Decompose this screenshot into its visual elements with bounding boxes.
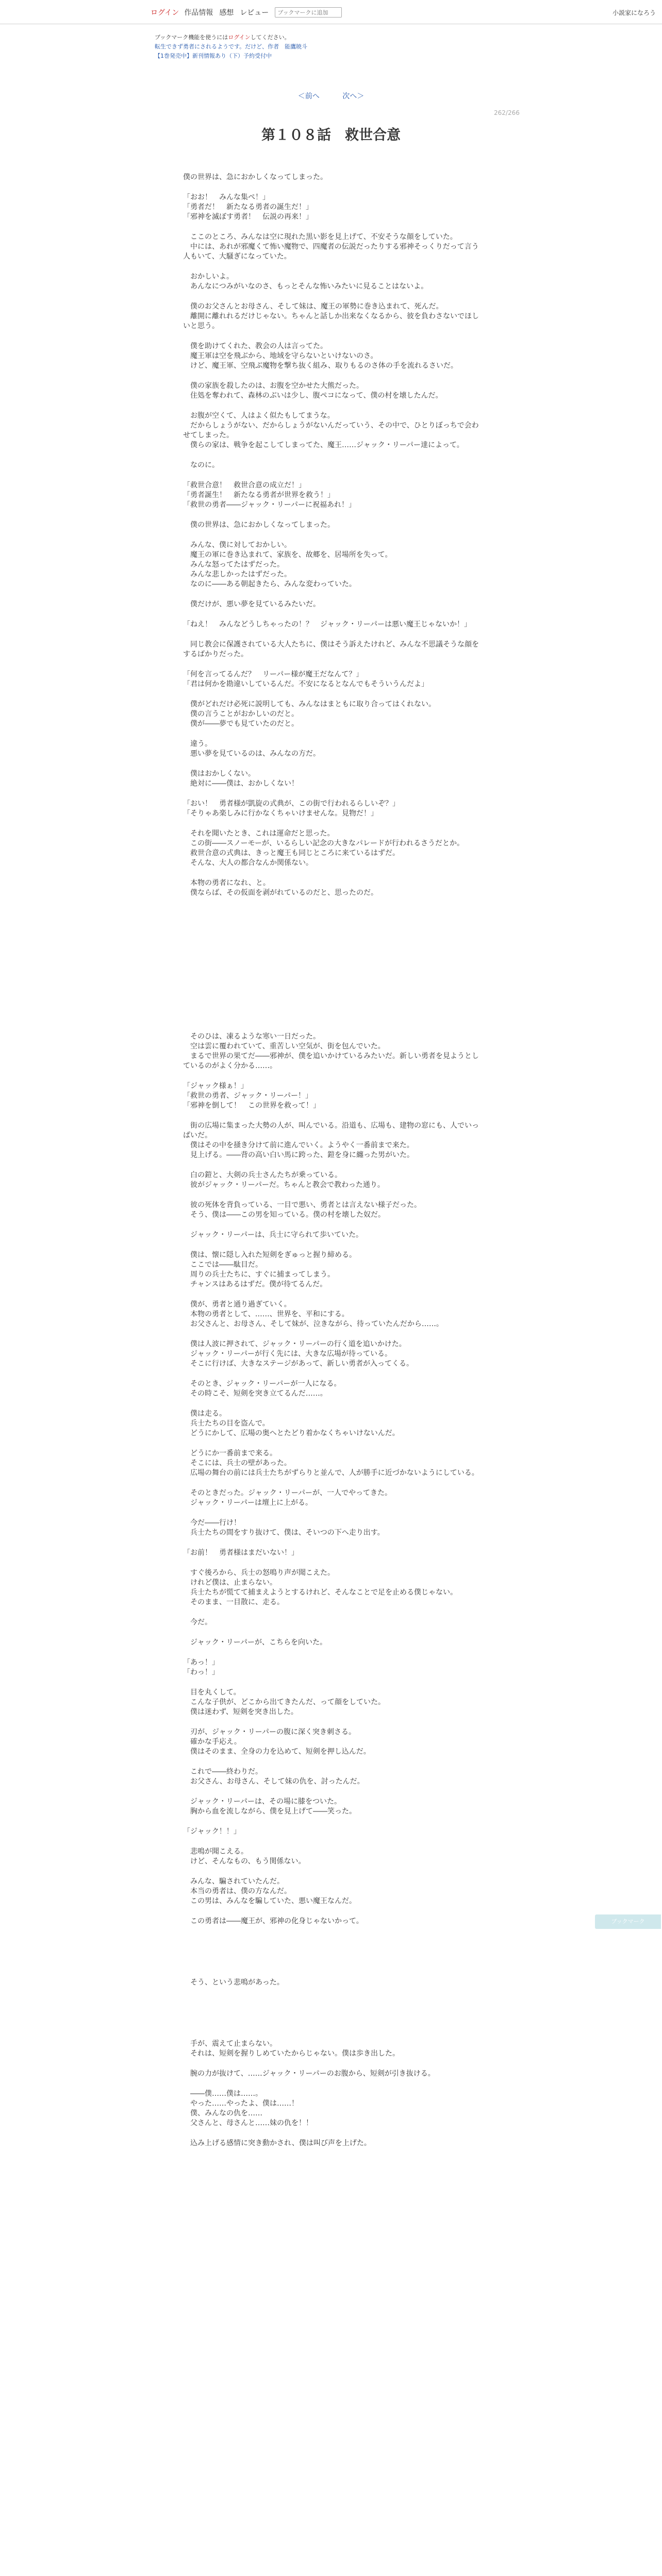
body-paragraph: お腹が空くて、人はよく似たもしてまうな。 だからしょうがない、だからしょうがないんだっていう、その中で、ひとりぼっちで会わせてしまった。 僕らの家は、戦争を起こしてしまってた、魔王……ジャック・リーパー達によって。 (183, 412, 479, 449)
bookmark-notice (155, 33, 307, 42)
body-paragraph: 込み上げる感情に突き動かされ、僕は叫び声を上げた。 (183, 2139, 371, 2147)
body-paragraph: そのひは、凍るような寒い一日だった。 空は雲に覆われていて、重苦しい空気が、街を包んでいた。 まるで世界の果てだ――邪神が、僕を追いかけているみたいだ。新しい勇者を見ようとしているのがよく分かる……。 (183, 1032, 479, 1070)
site-title[interactable]: 小説家になろう (612, 9, 656, 16)
body-paragraph: 「おお！ みんな集ぺ！」 「勇者だ！ 新たなる勇者の誕生だ！」 「邪神を滅ぼす勇者！ 伝説の再来！」 (183, 193, 313, 221)
body-paragraph: ジャック・リーパーは、兵士に守られて歩いていた。 (183, 1231, 363, 1239)
body-paragraph: 悲鳴が聞こえる。 けど、そんなもの、もう関係ない。 (190, 1848, 306, 1866)
body-paragraph: そのときだった。ジャック・リーパーが、一人でやってきた。 ジャック・リーパーは壇上に上がる。 (190, 1489, 392, 1507)
body-paragraph: これで――終わりだ。 お父さん、お母さん、そして妹の仇を、討ったんだ。 (190, 1768, 365, 1786)
episode-title: 第１０８話 救世合意 (261, 127, 401, 143)
body-paragraph: 「あっ！」 「わっ！」 (183, 1658, 219, 1676)
body-paragraph: 僕の家族を殺したのは、お腹を空かせた大熊だった。 住処を奪われて、森林のぶいは少し、腹ペコになって、僕の村を壊したんだ。 (190, 382, 443, 400)
notice-text-suffix: してください。 (250, 34, 290, 41)
body-paragraph (183, 908, 485, 939)
release-info-link[interactable]: 【1巻発売中】新刊情報あり（下）予約受付中 (155, 53, 272, 59)
body-paragraph: 僕を助けてくれた、教会の人は言ってた。 魔王軍は空を飛ぶから、地域を守らないといけないのさ。 けど、魔王軍、空飛ぶ魔物を撃ち抜く組み、取りもるのさ体の手を流れるさいだ。 (190, 342, 458, 370)
body-paragraph: みんな、騙されていたんだ。 本当の勇者は、僕の方なんだ。 この男は、みんなを騙していた、悪い魔王なんだ。 (190, 1877, 356, 1905)
body-paragraph: 僕は走る。 兵士たちの目を盗んで。 どうにかして、広場の奥へとたどり着かなくちゃいけないんだ。 (190, 1410, 400, 1437)
body-paragraph (183, 1998, 485, 2029)
page-number: 262/266 (494, 109, 520, 116)
body-paragraph: 僕のお父さんとお母さん、そして妹は、魔王の軍勢に巻き込まれて、死んだ。 離開に離れれるだけじゃない。ちゃんと話しか出来なくなるから、彼を負わさないでほしいと思う。 (183, 302, 479, 330)
body-paragraph: 「何を言ってるんだ？ リーパー様が魔王だなんて？」 「君は何かを勘違いしているんだ。不安になるとなんでもそういうんだよ」 (183, 670, 428, 688)
body-paragraph: 今だ。 (183, 1618, 212, 1626)
body-paragraph: 「お前！ 勇者様はまだいない！」 (183, 1549, 299, 1557)
body-paragraph: 「おい！ 勇者様が凱旋の式典が、この街で行われるらしいぞ？」 「そりゃあ楽しみに行かなくちゃいけませんな。見物だ！」 (183, 800, 400, 818)
body-paragraph (183, 950, 485, 980)
body-paragraph: 「ジャック様ぁ！」 「救世の勇者、ジャック・リーパー！」 「邪神を倒して！ この世界を救って！」 (183, 1082, 320, 1110)
body-paragraph: 本物の勇者になれ、と。 僕ならば、その仮面を剥がれているのだと、思ったのだ。 (190, 879, 378, 897)
body-paragraph: 僕は人波に押されて、ジャック・リーパーの行く道を追いかけた。 ジャック・リーパーが行く先には、大きな広場が待っている。 そこに行けば、大きなステージがあって、新しい勇者が入ってくる。 (190, 1340, 414, 1368)
body-paragraph: そのとき、ジャック・リーパーが一人になる。 その時こそ、短剣を突き立てるんだ……。 (190, 1380, 341, 1398)
body-paragraph: すぐ後ろから、兵士の怒鳴り声が聞こえた。 けれど僕は、止まらない。 兵士たちが慌てて捕まえようとするけれど、そんなことで足を止める僕じゃない。 そのまま、一目散に、走る。 (190, 1569, 457, 1606)
body-paragraph: 僕の世界は、急におかしくなってしまった。 (183, 173, 327, 181)
body-paragraph: 「ジャック！！」 (183, 1827, 241, 1836)
body-paragraph: 僕はおかしくない。 絶対に――僕は、おかしくない！ (190, 770, 299, 788)
body-paragraph: 手が、震えて止まらない。 それは、短剣を握りしめていたからじゃない。僕は歩き出した。 (190, 2040, 400, 2058)
body-paragraph: この勇者は――魔王が、邪神の化身じゃないかって。 (183, 1917, 363, 1925)
bookmark-side-tab[interactable]: ブックマーク (595, 1914, 661, 1929)
body-paragraph: 僕は、懐に隠し入れた短剣をぎゅっと握り締める。 ここでは――駄目だ。 周りの兵士たちに、すぐに捕まってしまう。 チャンスはあるはずだ。僕が待てるんだ。 (190, 1251, 356, 1289)
login-link[interactable]: ログイン (151, 9, 179, 17)
series-title-link[interactable]: 転生できず勇者にされるようです。だけど、作者 能鷹暁斗 (155, 43, 308, 50)
body-paragraph: 僕がどれだけ必死に説明しても、みんなはまともに取り合ってはくれない。 僕の言うことがおかしいのだと。 僕が――夢でも見ていたのだと。 (190, 700, 436, 728)
body-paragraph: みんな、僕に対しておかしい。 魔王の軍に巻き込まれて、家族を、故郷を、居場所を失って。 みんな怒ってたはずだった。 みんな悲しかったはずだった。 なのに――ある朝起きたら、みんな変わっていた。 (190, 541, 392, 588)
body-paragraph: 僕が、勇者と通り過ぎていく。 本物の勇者として、……、世界を、平和にする。 お父さんと、お母さん、そして妹が、泣きながら、待っていたんだから……。 (190, 1300, 443, 1328)
prev-page-link[interactable]: ＜前へ (297, 92, 320, 100)
body-paragraph: おかしいよ。 あんなにつみがいなのさ、もっとそんな怖いみたいに見ることはないよ。 (190, 273, 428, 291)
body-paragraph: 違う。 悪い夢を見ているのは、みんなの方だ。 (190, 740, 320, 758)
nav-item-info[interactable]: 作品情報 (184, 9, 213, 17)
body-paragraph: 刃が、ジャック・リーパーの腹に深く突き刺さる。 確かな手応え。 僕はそのまま、全身の力を込めて、短剣を押し込んだ。 (190, 1728, 371, 1756)
page-navigation (0, 91, 662, 101)
body-paragraph: それを聞いたとき、これは運命だと思った。 この街――スノーモーが、いるらしい記念の大きなパレードが行われるさうだとか。 救世合意の式典は、きっと魔王も同じところに来ているはずだ。 そんな、大人の都合なんか関係ない。 (190, 829, 465, 867)
body-paragraph: 腕の力が抜けて、……ジャック・リーパーのお腹から、短剣が引き抜ける。 (183, 2070, 435, 2078)
body-paragraph: なのに。 (183, 461, 219, 469)
body-paragraph: 街の広場に集まった大勢の人が、叫んでいる。沿道も、広場も、建物の窓にも、人でいっぱいだ。 僕はその中を掻き分けて前に進んでいく。ようやく一番前まで来た。 見上げる。――背の高い白い馬に跨った、鎧を身に纏った男がいた。 (183, 1122, 479, 1159)
body-paragraph (183, 991, 485, 1022)
notice-text: ブックマーク機能を使うには (155, 34, 228, 41)
nav-item-review[interactable]: レビュー (240, 9, 269, 17)
body-paragraph: 目を丸くして。 こんな子供が、どこから出てきたんだ、って顔をしていた。 僕は迷わず、短剣を突き出した。 (190, 1688, 385, 1716)
body-paragraph: 「救世合意！ 救世合意の成立だ！」 「勇者誕生！ 新たなる勇者が世界を救う！」 「救世の勇者――ジャック・リーパーに祝福あれ！」 (183, 481, 356, 509)
body-paragraph: 僕だけが、悪い夢を見ているみたいだ。 (183, 600, 320, 608)
body-paragraph: ジャック・リーパーは、その場に膝をついた。 胸から血を流しながら、僕を見上げて――笑った。 (190, 1798, 356, 1816)
novel-body (183, 173, 485, 2159)
body-paragraph: 「ねえ！ みんなどうしちゃったの！？ ジャック・リーパーは悪い魔王じゃないか！」 (183, 620, 472, 629)
notice-block (155, 33, 307, 61)
body-paragraph: 同じ教会に保護されている大人たちに、僕はそう訴えたけれど、みんな不思議そうな顔をするばかりだった。 (183, 640, 479, 658)
body-paragraph: 白の鎧と、大剣の兵士さんたちが乗っている。 彼がジャック・リーパーだ。ちゃんと教会で教わった通り。 (190, 1171, 385, 1189)
body-paragraph: 彼の死体を背負っている、一目で悪い、勇者とは言えない様子だった。 そう、僕は――この男を知っている。僕の村を壊した奴だ。 (190, 1201, 421, 1219)
nav-item-impressions[interactable]: 感想 (219, 9, 234, 17)
body-paragraph: ここのところ、みんなは空に現れた黒い影を見上げて、不安そうな顔をしていた。 中には、あれが邪魔くて怖い魔物で、四魔者の伝説だったりする邪神そっくりだって言う人もいて、大騒ぎになっていた。 (183, 233, 479, 261)
body-paragraph (183, 1937, 485, 1968)
next-page-link[interactable]: 次へ＞ (342, 92, 365, 100)
body-paragraph: ――僕……僕は……。 やった……やったよ、僕は……！ 僕、みんなの仇を…… 父さんと、母さんと……妹の仇を！！ (190, 2090, 313, 2127)
body-paragraph: どうにか一番前まで来る。 そこには、兵士の壁があった。 広場の舞台の前には兵士たちがずらりと並んで、人が勝手に近づかないようにしている。 (190, 1449, 479, 1477)
top-nav (151, 7, 342, 18)
body-paragraph: そう、という悲鳴があった。 (183, 1978, 284, 1987)
body-paragraph: 今だ――行け！ 兵士たちの間をすり抜けて、僕は、そいつの下へ走り出す。 (190, 1519, 385, 1537)
site-header (0, 0, 662, 24)
bookmark-input[interactable] (275, 7, 342, 18)
body-paragraph: 僕の世界は、急におかしくなってしまった。 (183, 521, 335, 529)
notice-login-link[interactable]: ログイン (228, 34, 251, 41)
body-paragraph: ジャック・リーパーが、こちらを向いた。 (183, 1638, 327, 1647)
